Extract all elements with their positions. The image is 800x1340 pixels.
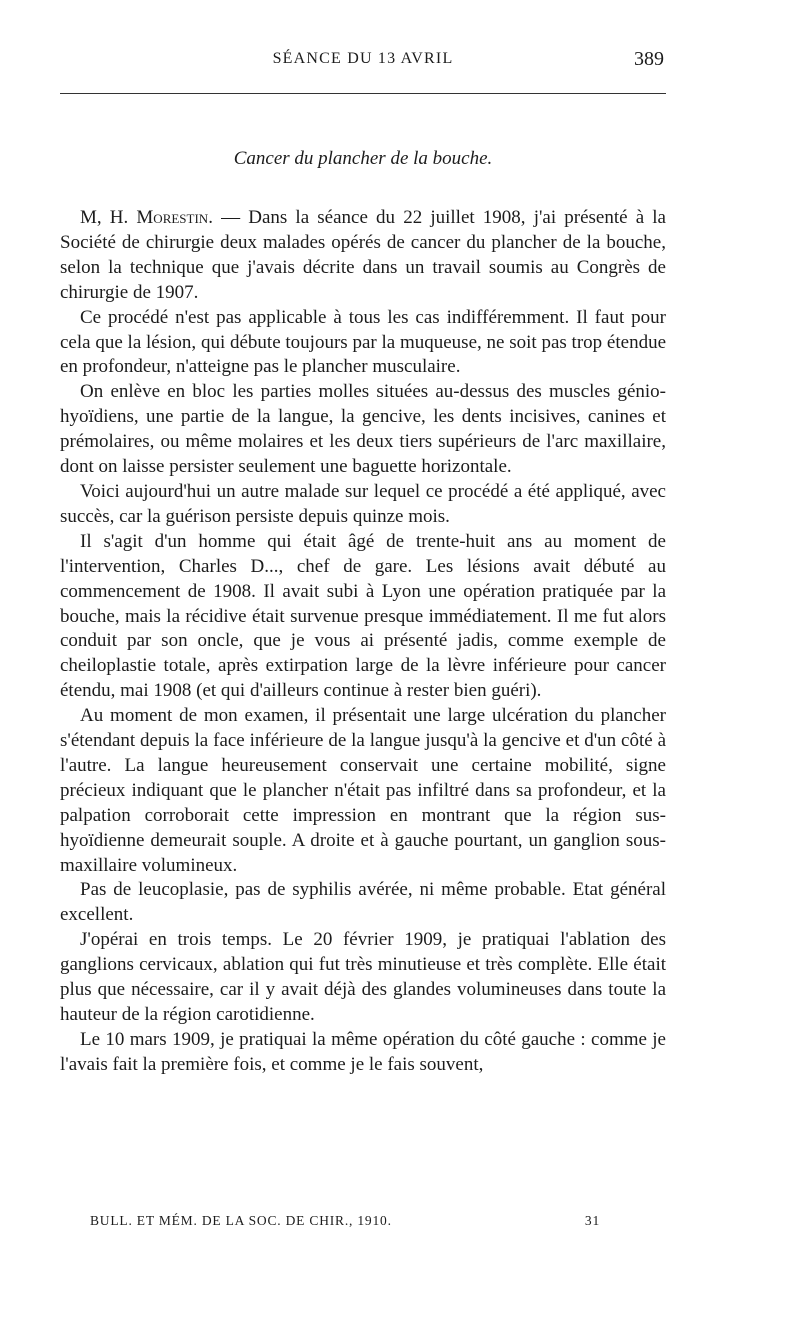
paragraph: M, H. Morestin. — Dans la séance du 22 juillet 1908, j'ai présenté à la Société de chirurgie deux malades opérés de cancer du plancher de la bouche, selon la technique que j'avais décrite dans un travail soumis au Congrès de chirurgie de 1907. [60,207,666,303]
author-prefix: M, H. [80,207,137,228]
paragraph: On enlève en bloc les parties molles situées au-dessus des muscles génio-hyoïdiens, une partie de la langue, la gencive, les dents incisives, canines et prémolaires, ou même molaires et les deux tiers supérieurs de l'arc maxillaire, dont on laisse persister seulement une baguette horizontale. [60,381,666,478]
signature-mark: 31 [584,1213,600,1228]
paragraph: Ce procédé n'est pas applicable à tous les cas indifféremment. Il faut pour cela que la lésion, qui débute toujours par la muqueuse, ne soit pas trop étendue en profondeur, n'atteigne pas le plancher musculaire. [60,306,666,378]
page-number: 389 [634,48,664,70]
running-title: SÉANCE DU 13 AVRIL [272,50,454,67]
paragraph: J'opérai en trois temps. Le 20 février 1909, je pratiquai l'ablation des ganglions cervicaux, ablation qui fut très minutieuse et très complète. Elle était plus que nécessaire, car il y avait déjà des glandes volumineuses dans toute la hauteur de la région carotidienne. [60,929,666,1025]
running-header [60,50,666,74]
article-title: Cancer du plancher de la bouche. [233,148,493,169]
journal-reference: BULL. ET MÉM. DE LA SOC. DE CHIR., 1910. [90,1213,392,1228]
paragraph: Au moment de mon examen, il présentait une large ulcération du plancher s'étendant depuis la face inférieure de la langue jusqu'à la gencive et d'un côté à l'autre. La langue heureusement conservait une certaine mobilité, signe précieux indiquant que le plancher n'était pas infiltré dans sa profondeur, et la palpation corroborait cette impression en montrant que la région sus-hyoïdienne demeurait souple. A droite et à gauche pourtant, un ganglion sous-maxillaire volumineux. [60,705,666,876]
paragraph: Il s'agit d'un homme qui était âgé de trente-huit ans au moment de l'intervention, Charles D..., chef de gare. Les lésions avait débuté au commencement de 1908. Il avait subi à Lyon une opération pratiquée par la bouche, mais la récidive était survenue presque immédiatement. Il me fut alors conduit par son oncle, que je vous ai présenté jadis, comme exemple de cheiloplastie totale, après extirpation large de la lèvre inférieure pour cancer étendu, mai 1908 (et qui d'ailleurs continue à rester bien guéri). [60,530,666,702]
article-body [60,206,666,1078]
page-footer [90,1213,600,1233]
header-rule [60,93,666,94]
author-name: Morestin. [136,207,213,228]
paragraph: Pas de leucoplasie, pas de syphilis avérée, ni même probable. Etat général excellent. [60,879,666,926]
paragraph: Le 10 mars 1909, je pratiquai la même opération du côté gauche : comme je l'avais fait la première fois, et comme je le fais souvent, [60,1028,666,1075]
paragraph: Voici aujourd'hui un autre malade sur lequel ce procédé a été appliqué, avec succès, car la guérison persiste depuis quinze mois. [60,480,666,527]
